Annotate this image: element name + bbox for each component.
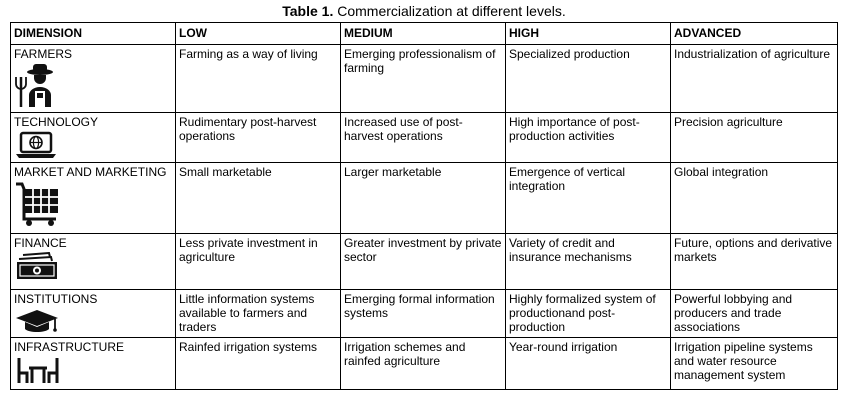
dimension-label: INFRASTRUCTURE — [14, 340, 124, 354]
shopping-cart-icon — [15, 181, 61, 227]
table-row — [11, 113, 838, 163]
level-advanced-cell: Irrigation pipeline systems and water resource management system — [671, 338, 838, 390]
header-row — [11, 23, 838, 45]
header-dimension: DIMENSION — [11, 23, 176, 45]
level-high-cell: Emergence of vertical integration — [506, 163, 671, 234]
level-medium-cell: Emerging formal information systems — [341, 290, 506, 338]
dimension-label: FARMERS — [14, 47, 73, 61]
level-low-cell: Rainfed irrigation systems — [176, 338, 341, 390]
level-advanced-cell: Precision agriculture — [671, 113, 838, 163]
level-high-cell: Year-round irrigation — [506, 338, 671, 390]
dimension-cell — [11, 338, 176, 390]
level-advanced-cell: Global integration — [671, 163, 838, 234]
graduation-cap-icon — [15, 308, 59, 334]
dimension-cell — [11, 234, 176, 290]
table-row — [11, 163, 838, 234]
farmer-icon — [15, 63, 59, 107]
level-medium-cell: Emerging professionalism of farming — [341, 45, 506, 113]
header-medium: MEDIUM — [341, 23, 506, 45]
level-high-cell: Highly formalized system of productionand post-production — [506, 290, 671, 338]
dimension-label: MARKET AND MARKETING — [14, 165, 167, 179]
level-low-cell: Less private investment in agriculture — [176, 234, 341, 290]
dimension-cell — [11, 45, 176, 113]
level-low-cell: Rudimentary post-harvest operations — [176, 113, 341, 163]
table-row — [11, 338, 838, 390]
level-medium-cell: Larger marketable — [341, 163, 506, 234]
level-low-cell: Farming as a way of living — [176, 45, 341, 113]
level-high-cell: High importance of post-production activities — [506, 113, 671, 163]
dimension-label: TECHNOLOGY — [14, 115, 99, 129]
table-caption — [0, 2, 848, 20]
dimension-cell — [11, 163, 176, 234]
dimension-label: INSTITUTIONS — [14, 292, 98, 306]
level-low-cell: Small marketable — [176, 163, 341, 234]
table-row — [11, 45, 838, 113]
table-row — [11, 234, 838, 290]
table-row — [11, 290, 838, 338]
commercialization-table — [10, 22, 838, 390]
level-advanced-cell: Future, options and derivative markets — [671, 234, 838, 290]
caption-text: Commercialization at different levels. — [333, 3, 566, 19]
dimension-label: FINANCE — [14, 236, 67, 250]
laptop-globe-icon — [15, 131, 57, 159]
level-medium-cell: Increased use of post- harvest operations — [341, 113, 506, 163]
level-low-cell: Little information systems available to farmers and traders — [176, 290, 341, 338]
level-medium-cell: Greater investment by private sector — [341, 234, 506, 290]
header-low: LOW — [176, 23, 341, 45]
table-chairs-icon — [15, 356, 61, 384]
dimension-cell — [11, 290, 176, 338]
level-advanced-cell: Powerful lobbying and producers and trade associations — [671, 290, 838, 338]
level-high-cell: Variety of credit and insurance mechanisms — [506, 234, 671, 290]
header-advanced: ADVANCED — [671, 23, 838, 45]
caption-label: Table 1. — [282, 3, 334, 19]
header-high: HIGH — [506, 23, 671, 45]
level-medium-cell: Irrigation schemes and rainfed agriculture — [341, 338, 506, 390]
level-high-cell: Specialized production — [506, 45, 671, 113]
banknotes-icon — [15, 252, 59, 280]
dimension-cell — [11, 113, 176, 163]
level-advanced-cell: Industrialization of agriculture — [671, 45, 838, 113]
